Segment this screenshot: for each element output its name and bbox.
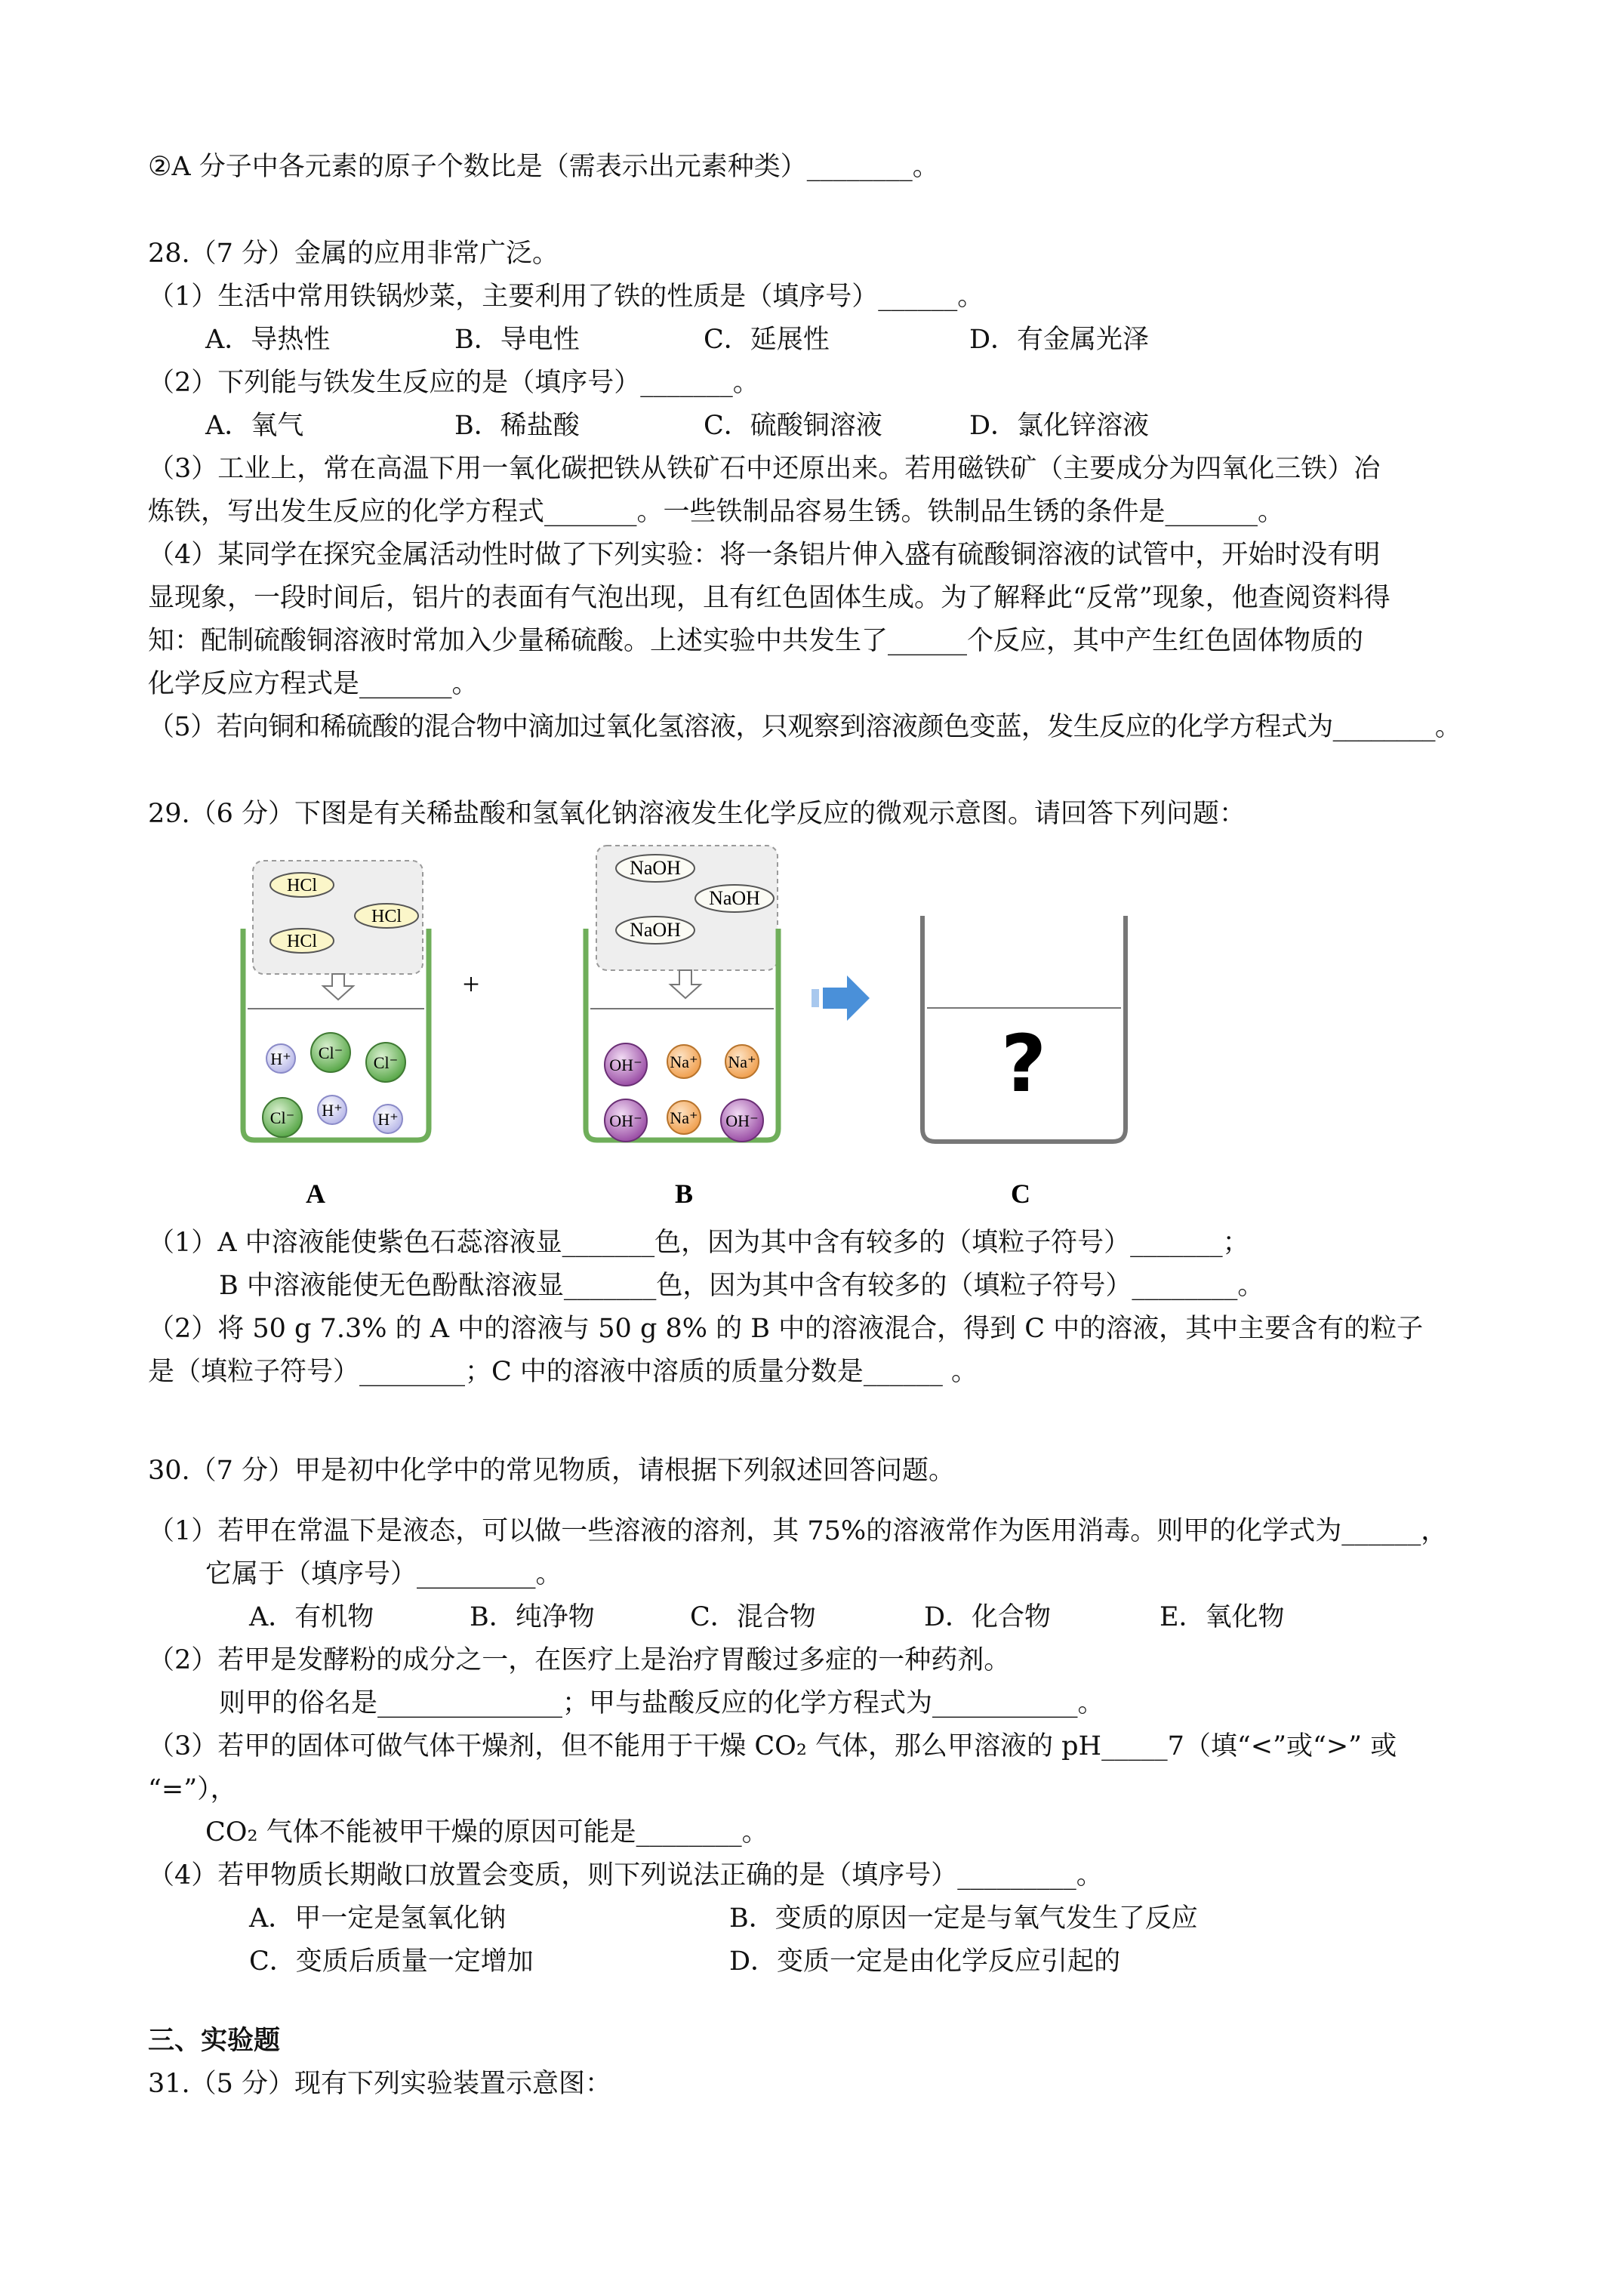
plus-sign: + xyxy=(462,967,480,1001)
molecule-label: NaOH xyxy=(709,887,760,909)
option: A．甲一定是氢氧化钠 xyxy=(249,1903,507,1934)
option: B．稀盐酸 xyxy=(454,411,580,441)
option: D．化合物 xyxy=(924,1602,1052,1632)
neutralization-diagram xyxy=(226,838,1223,1223)
ion-label: Na⁺ xyxy=(728,1052,756,1071)
option: E．氧化物 xyxy=(1160,1602,1285,1632)
q30-stem: 30.（7 分）甲是初中化学中的常见物质，请根据下列叙述回答问题。 xyxy=(148,1456,956,1486)
ion-label: H⁺ xyxy=(377,1110,399,1129)
arrow-trail xyxy=(812,989,819,1007)
ions-b xyxy=(605,1043,763,1142)
q30-part4: （4）若甲物质长期敞口放置会变质，则下列说法正确的是（填序号）_________。 xyxy=(148,1860,1103,1891)
q28-part3-b: 炼铁，写出发生反应的化学方程式_______。一些铁制品容易生锈。铁制品生锈的条件是_______。 xyxy=(148,497,1285,527)
q27-line-2: ②A 分子中各元素的原子个数比是（需表示出元素种类）________。 xyxy=(148,152,939,182)
option: B．导电性 xyxy=(454,325,580,355)
q29-stem: 29.（6 分）下图是有关稀盐酸和氢氧化钠溶液发生化学反应的微观示意图。请回答下列问题： xyxy=(148,799,1246,829)
down-arrow-icon xyxy=(323,974,353,1000)
ion-label: Cl⁻ xyxy=(318,1043,343,1062)
option: B．变质的原因一定是与氧气发生了反应 xyxy=(729,1903,1198,1934)
q29-part2-a: （2）将 50 g 7.3% 的 A 中的溶液与 50 g 8% 的 B 中的溶液混合，得到 C 中的溶液，其中主要含有的粒子 xyxy=(148,1314,1424,1344)
beaker-c xyxy=(922,916,1126,1142)
q30-part2-a: （2）若甲是发酵粉的成分之一，在医疗上是治疗胃酸过多症的一种药剂。 xyxy=(148,1645,1011,1675)
molecule-label: NaOH xyxy=(630,919,681,941)
option: C．变质后质量一定增加 xyxy=(249,1946,534,1977)
section-heading: 三、实验题 xyxy=(148,2025,281,2056)
unknown-mark: ? xyxy=(1000,1018,1047,1110)
molecule-label: NaOH xyxy=(630,857,681,879)
molecule-label: HCl xyxy=(286,876,318,895)
ion-label: OH⁻ xyxy=(725,1111,759,1130)
ion-label: Cl⁻ xyxy=(373,1053,399,1072)
q30-part1-a: （1）若甲在常温下是液态，可以做一些溶液的溶剂，其 75%的溶液常作为医用消毒。则甲的化学式为______， xyxy=(148,1516,1448,1546)
option: C．混合物 xyxy=(690,1602,816,1632)
ion-label: Na⁺ xyxy=(670,1052,698,1071)
ion-label: Na⁺ xyxy=(670,1108,698,1127)
q30-part3-c: CO₂ 气体不能被甲干燥的原因可能是________。 xyxy=(205,1817,768,1848)
q28-part4-b: 显现象，一段时间后，铝片的表面有气泡出现，且有红色固体生成。为了解释此“反常”现象，他查阅资料得 xyxy=(148,583,1390,613)
option: C．延展性 xyxy=(704,325,830,355)
molecule-label: HCl xyxy=(371,907,402,926)
label-a: A xyxy=(306,1179,325,1209)
beaker-a xyxy=(243,861,429,1140)
label-b: B xyxy=(674,1179,694,1209)
ion-label: H⁺ xyxy=(270,1049,291,1068)
q28-stem: 28.（7 分）金属的应用非常广泛。 xyxy=(148,239,559,269)
down-arrow-icon xyxy=(670,970,701,998)
q29-part1-b: B 中溶液能使无色酚酞溶液显_______色，因为其中含有较多的（填粒子符号）________。 xyxy=(219,1271,1264,1301)
q28-part4-d: 化学反应方程式是_______。 xyxy=(148,669,479,699)
option: D．氯化锌溶液 xyxy=(969,411,1150,441)
q31-stem: 31.（5 分）现有下列实验装置示意图： xyxy=(148,2069,612,2099)
ion-label: OH⁻ xyxy=(609,1111,642,1130)
option: D．有金属光泽 xyxy=(969,325,1150,355)
ion-label: H⁺ xyxy=(322,1101,343,1120)
label-c: C xyxy=(1011,1179,1030,1209)
ion-label: Cl⁻ xyxy=(269,1108,295,1127)
option: B．纯净物 xyxy=(470,1602,595,1632)
q28-part3-a: （3）工业上，常在高温下用一氧化碳把铁从铁矿石中还原出来。若用磁铁矿（主要成分为四氧化三铁）冶 xyxy=(148,454,1381,484)
q29-part1-a: （1）A 中溶液能使紫色石蕊溶液显_______色，因为其中含有较多的（填粒子符号）_______； xyxy=(148,1228,1249,1258)
option: D．变质一定是由化学反应引起的 xyxy=(729,1946,1121,1977)
q30-part2-b: 则甲的俗名是______________；甲与盐酸反应的化学方程式为___________。 xyxy=(219,1688,1104,1718)
q30-part3-b: “=”）， xyxy=(148,1774,237,1804)
q29-part2-b: 是（填粒子符号）________；C 中的溶液中溶质的质量分数是______ 。 xyxy=(148,1357,978,1387)
beaker-b xyxy=(586,846,778,1142)
option: A．氧气 xyxy=(205,411,304,441)
right-arrow-icon xyxy=(823,975,870,1021)
q30-part3-a: （3）若甲的固体可做气体干燥剂，但不能用于干燥 CO₂ 气体，那么甲溶液的 pH_____7（填“<”或“>” 或 xyxy=(148,1731,1397,1761)
q28-part5: （5）若向铜和稀硫酸的混合物中滴加过氧化氢溶液，只观察到溶液颜色变蓝，发生反应的化学方程式为________。 xyxy=(148,712,1461,742)
ions-a xyxy=(263,1033,405,1137)
q28-part4-a: （4）某同学在探究金属活动性时做了下列实验：将一条铝片伸入盛有硫酸铜溶液的试管中，开始时没有明 xyxy=(148,540,1381,570)
option: A．导热性 xyxy=(205,325,331,355)
q30-part1-b: 它属于（填序号）_________。 xyxy=(205,1559,562,1589)
q28-part4-c: 知：配制硫酸铜溶液时常加入少量稀硫酸。上述实验中共发生了______个反应，其中产生红色固体物质的 xyxy=(148,626,1364,656)
molecule-label: HCl xyxy=(286,932,318,951)
option: C．硫酸铜溶液 xyxy=(704,411,882,441)
option: A．有机物 xyxy=(249,1602,374,1632)
q28-part1: （1）生活中常用铁锅炒菜，主要利用了铁的性质是（填序号）______。 xyxy=(148,282,984,312)
q28-part2: （2）下列能与铁发生反应的是（填序号）_______。 xyxy=(148,368,759,398)
ion-label: OH⁻ xyxy=(609,1056,642,1074)
